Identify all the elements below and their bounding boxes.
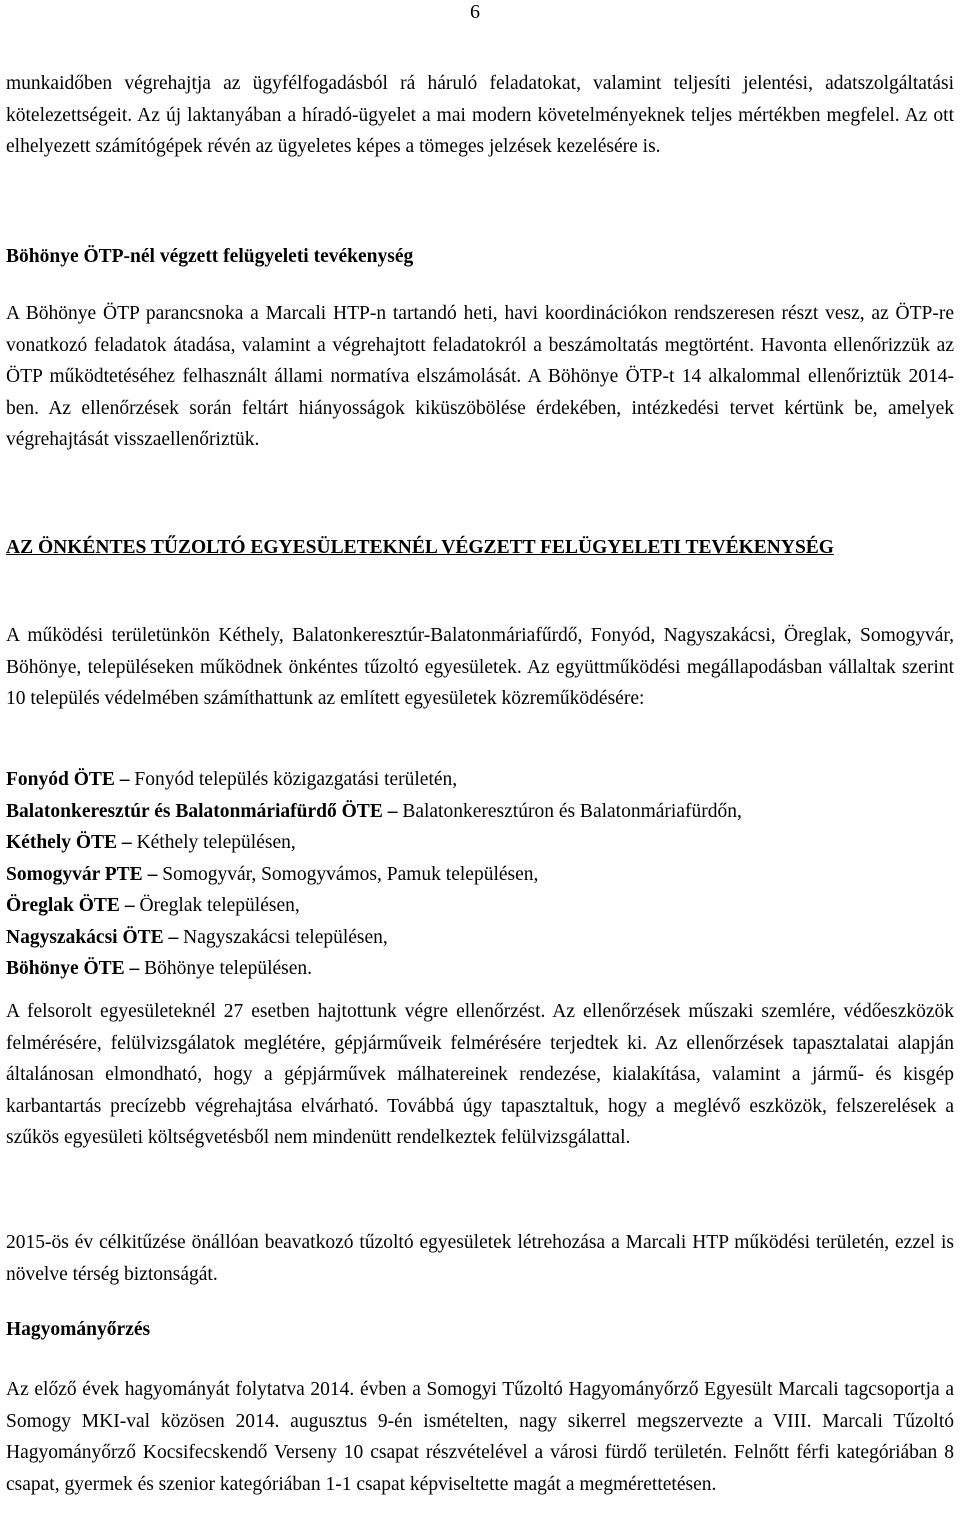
list-item	[6, 764, 954, 796]
association-name: Fonyód ÖTE –	[6, 769, 130, 790]
association-name: Balatonkeresztúr és Balatonmáriafürdő ÖTE –	[6, 800, 398, 822]
heading-bohonye-supervision: Böhönye ÖTP-nél végzett felügyeleti tevékenység	[6, 246, 414, 267]
list-item	[6, 890, 954, 922]
paragraph-tradition: Az előző évek hagyományát folytatva 2014. évben a Somogyi Tűzoltó Hagyományőrző Egyesült Marcali tagcsoportja a Somogy MKI-val közösen 2014. augusztus 9-én ismételten, nagy sikerrel megszervezte a VIII. Marcali Tűzoltó Hagyományőrző Kocsifecskendő Verseny 10 csapat részvételével a városi fürdő területén. Felnőtt férfi kategóriában 8 csapat, gyermek és szenior kategóriában 1-1 csapat képviseltette magát a megmérettetésen.	[6, 1379, 954, 1495]
association-area: Somogyvár, Somogyvámos, Pamuk településen,	[157, 863, 539, 885]
paragraph-inspections: A felsorolt egyesületeknél 27 esetben hajtottunk végre ellenőrzést. Az ellenőrzések műszaki szemlére, védőeszközök felmérésére, felülvizsgálatok meglétére, gépjárműveik felmérésére terjedtek ki. Az ellenőrzések tapasztalatai alapján általánosan elmondható, hogy a gépjárművek málhatereinek rendezése, kialakítása, valamint a jármű- és kisgép karbantartás precízebb végrehajtása elvárható. Továbbá úgy tapasztaltuk, hogy a meglévő eszközök, felszerelések a szűkös egyesületi költségvetésből nem mindenütt rendelkeztek felülvizsgálattal.	[6, 1001, 954, 1148]
association-area: Kéthely településen,	[131, 832, 296, 853]
heading-volunteer-fire-associations: AZ ÖNKÉNTES TŰZOLTÓ EGYESÜLETEKNÉL VÉGZETT FELÜGYELETI TEVÉKENYSÉG	[6, 537, 834, 558]
association-area: Nagyszakácsi településen,	[178, 926, 388, 948]
list-item	[6, 796, 954, 828]
association-area: Fonyód település közigazgatási területén,	[129, 769, 458, 790]
association-name: Nagyszakácsi ÖTE –	[6, 926, 179, 948]
heading-tradition: Hagyományőrzés	[6, 1319, 151, 1340]
paragraph-bohonye-supervision: A Böhönye ÖTP parancsnoka a Marcali HTP-n tartandó heti, havi koordinációkon rendszeresen részt vesz, az ÖTP-re vonatkozó feladatok átadása, valamint a végrehajtott feladatokról a beszámoltatás megtörtént. Havonta ellenőrizzük az ÖTP működtetéséhez felhasznált állami normatíva elszámolását. A Böhönye ÖTP-t 14 alkalommal ellenőriztük 2014-ben. Az ellenőrzések során feltárt hiányosságok kiküszöbölése érdekében, intézkedési tervet kértünk be, amelyek végrehajtását visszaellenőriztük.	[6, 303, 954, 450]
association-area: Balatonkeresztúron és Balatonmáriafürdőn,	[397, 800, 742, 822]
association-area: Böhönye településen.	[139, 958, 313, 979]
page-number: 6	[470, 1, 480, 23]
list-item	[6, 827, 954, 859]
paragraph-intro: munkaidőben végrehajtja az ügyfélfogadásból rá háruló feladatokat, valamint teljesíti jelentési, adatszolgáltatási kötelezettségeit. Az új laktanyában a híradó-ügyelet a mai modern követelményeknek teljes mértékben megfelel. Az ott elhelyezett számítógépek révén az ügyeletes képes a tömeges jelzések kezelésére is.	[6, 73, 954, 157]
association-list	[6, 764, 954, 985]
paragraph-volunteer-fire-associations: A működési területünkön Kéthely, Balatonkeresztúr-Balatonmáriafűrdő, Fonyód, Nagyszakácsi, Öreglak, Somogyvár, Böhönye, településeken működnek önkéntes tűzoltó egyesületek. Az együttműködési megállapodásban vállaltak szerint 10 település védelmében számíthattunk az említett egyesületek közreműködésére:	[6, 625, 954, 709]
list-item	[6, 859, 954, 891]
list-item	[6, 953, 954, 985]
list-item	[6, 922, 954, 954]
association-name: Böhönye ÖTE –	[6, 958, 140, 979]
association-area: Öreglak településen,	[134, 895, 300, 916]
association-name: Öreglak ÖTE –	[6, 895, 135, 916]
paragraph-2015-goal: 2015-ös év célkitűzése önállóan beavatkozó tűzoltó egyesületek létrehozása a Marcali HTP működési területén, ezzel is növelve térség biztonságát.	[6, 1232, 954, 1285]
association-name: Kéthely ÖTE –	[6, 832, 132, 853]
association-name: Somogyvár PTE –	[6, 863, 158, 885]
